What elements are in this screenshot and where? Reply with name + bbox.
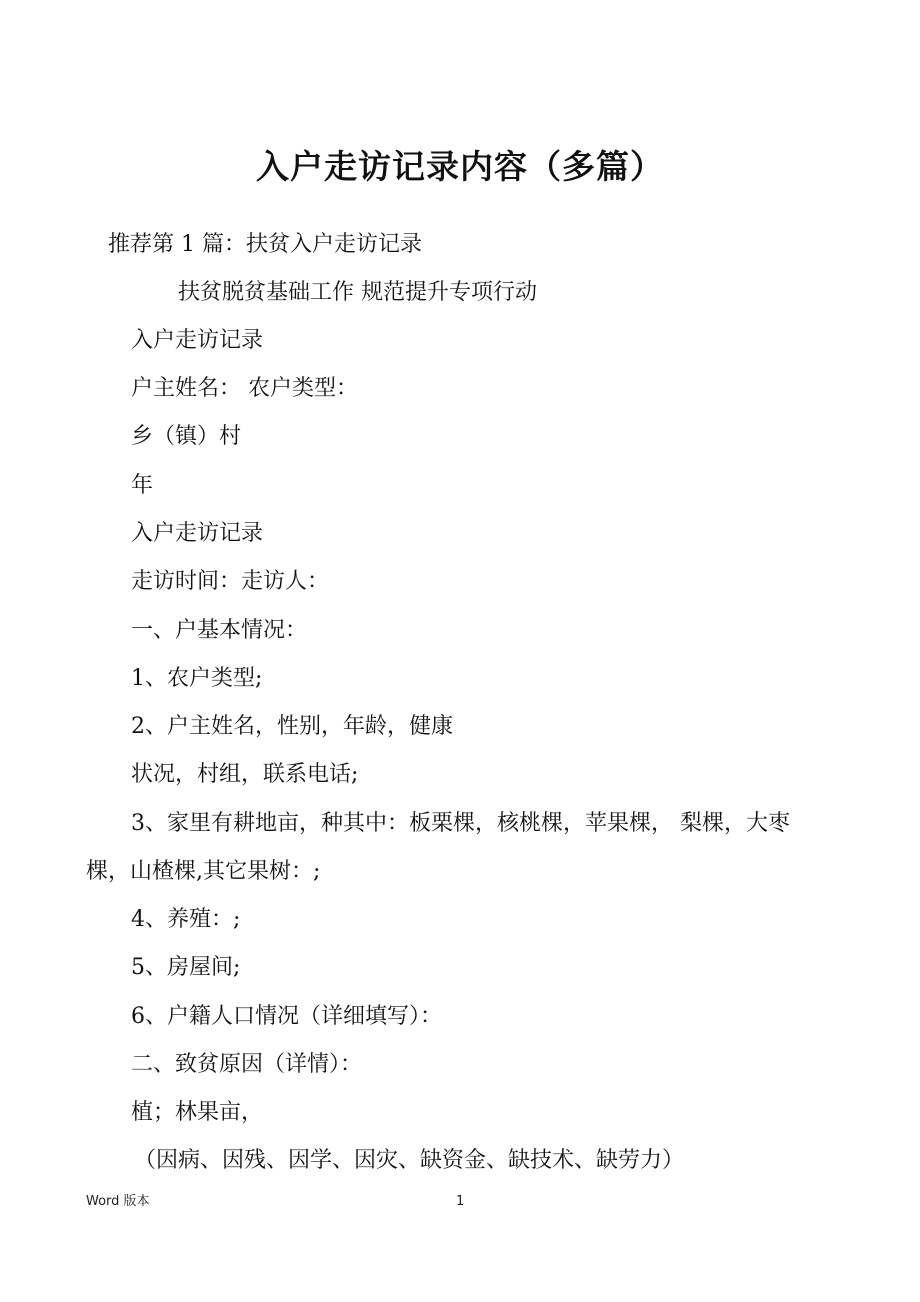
subtitle-line: 扶贫脱贫基础工作 规范提升专项行动 bbox=[178, 280, 537, 305]
text-line: 5、房屋间; bbox=[131, 955, 241, 980]
text-line: 入户走访记录 bbox=[131, 328, 264, 353]
text-line: 1、农户类型; bbox=[131, 666, 263, 691]
text-line: 一、户基本情况： bbox=[131, 618, 308, 643]
text-line: 乡（镇）村 bbox=[131, 424, 242, 449]
text-line: 户主姓名： 农户类型： bbox=[131, 376, 358, 401]
text-line: 植；林果亩， bbox=[131, 1100, 264, 1125]
text-line: 4、养殖：; bbox=[131, 907, 241, 932]
footer-version-label: Word 版本 bbox=[86, 1194, 150, 1209]
text-line: 二、致贫原因（详情）： bbox=[131, 1052, 363, 1077]
text-line: 入户走访记录 bbox=[131, 521, 264, 546]
text-line: 6、户籍人口情况（详细填写）： bbox=[131, 1004, 442, 1029]
document-title: 入户走访记录内容（多篇） bbox=[256, 147, 664, 186]
section-heading-1: 推荐第 1 篇：扶贫入户走访记录 bbox=[108, 232, 422, 257]
text-line: 棵，山楂棵,其它果树：; bbox=[86, 859, 321, 884]
footer-page-number: 1 bbox=[456, 1194, 465, 1209]
text-line: （因病、因残、因学、因灾、缺资金、缺技术、缺劳力） bbox=[134, 1148, 685, 1173]
text-line: 走访时间：走访人： bbox=[131, 569, 330, 594]
text-line: 年 bbox=[131, 473, 154, 498]
text-line: 2、户主姓名，性别，年龄，健康 bbox=[131, 714, 453, 739]
text-line: 3、家里有耕地亩，种其中：板栗棵，核桃棵，苹果棵， 梨棵，大枣 bbox=[131, 811, 790, 836]
text-line: 状况，村组，联系电话; bbox=[131, 762, 359, 787]
